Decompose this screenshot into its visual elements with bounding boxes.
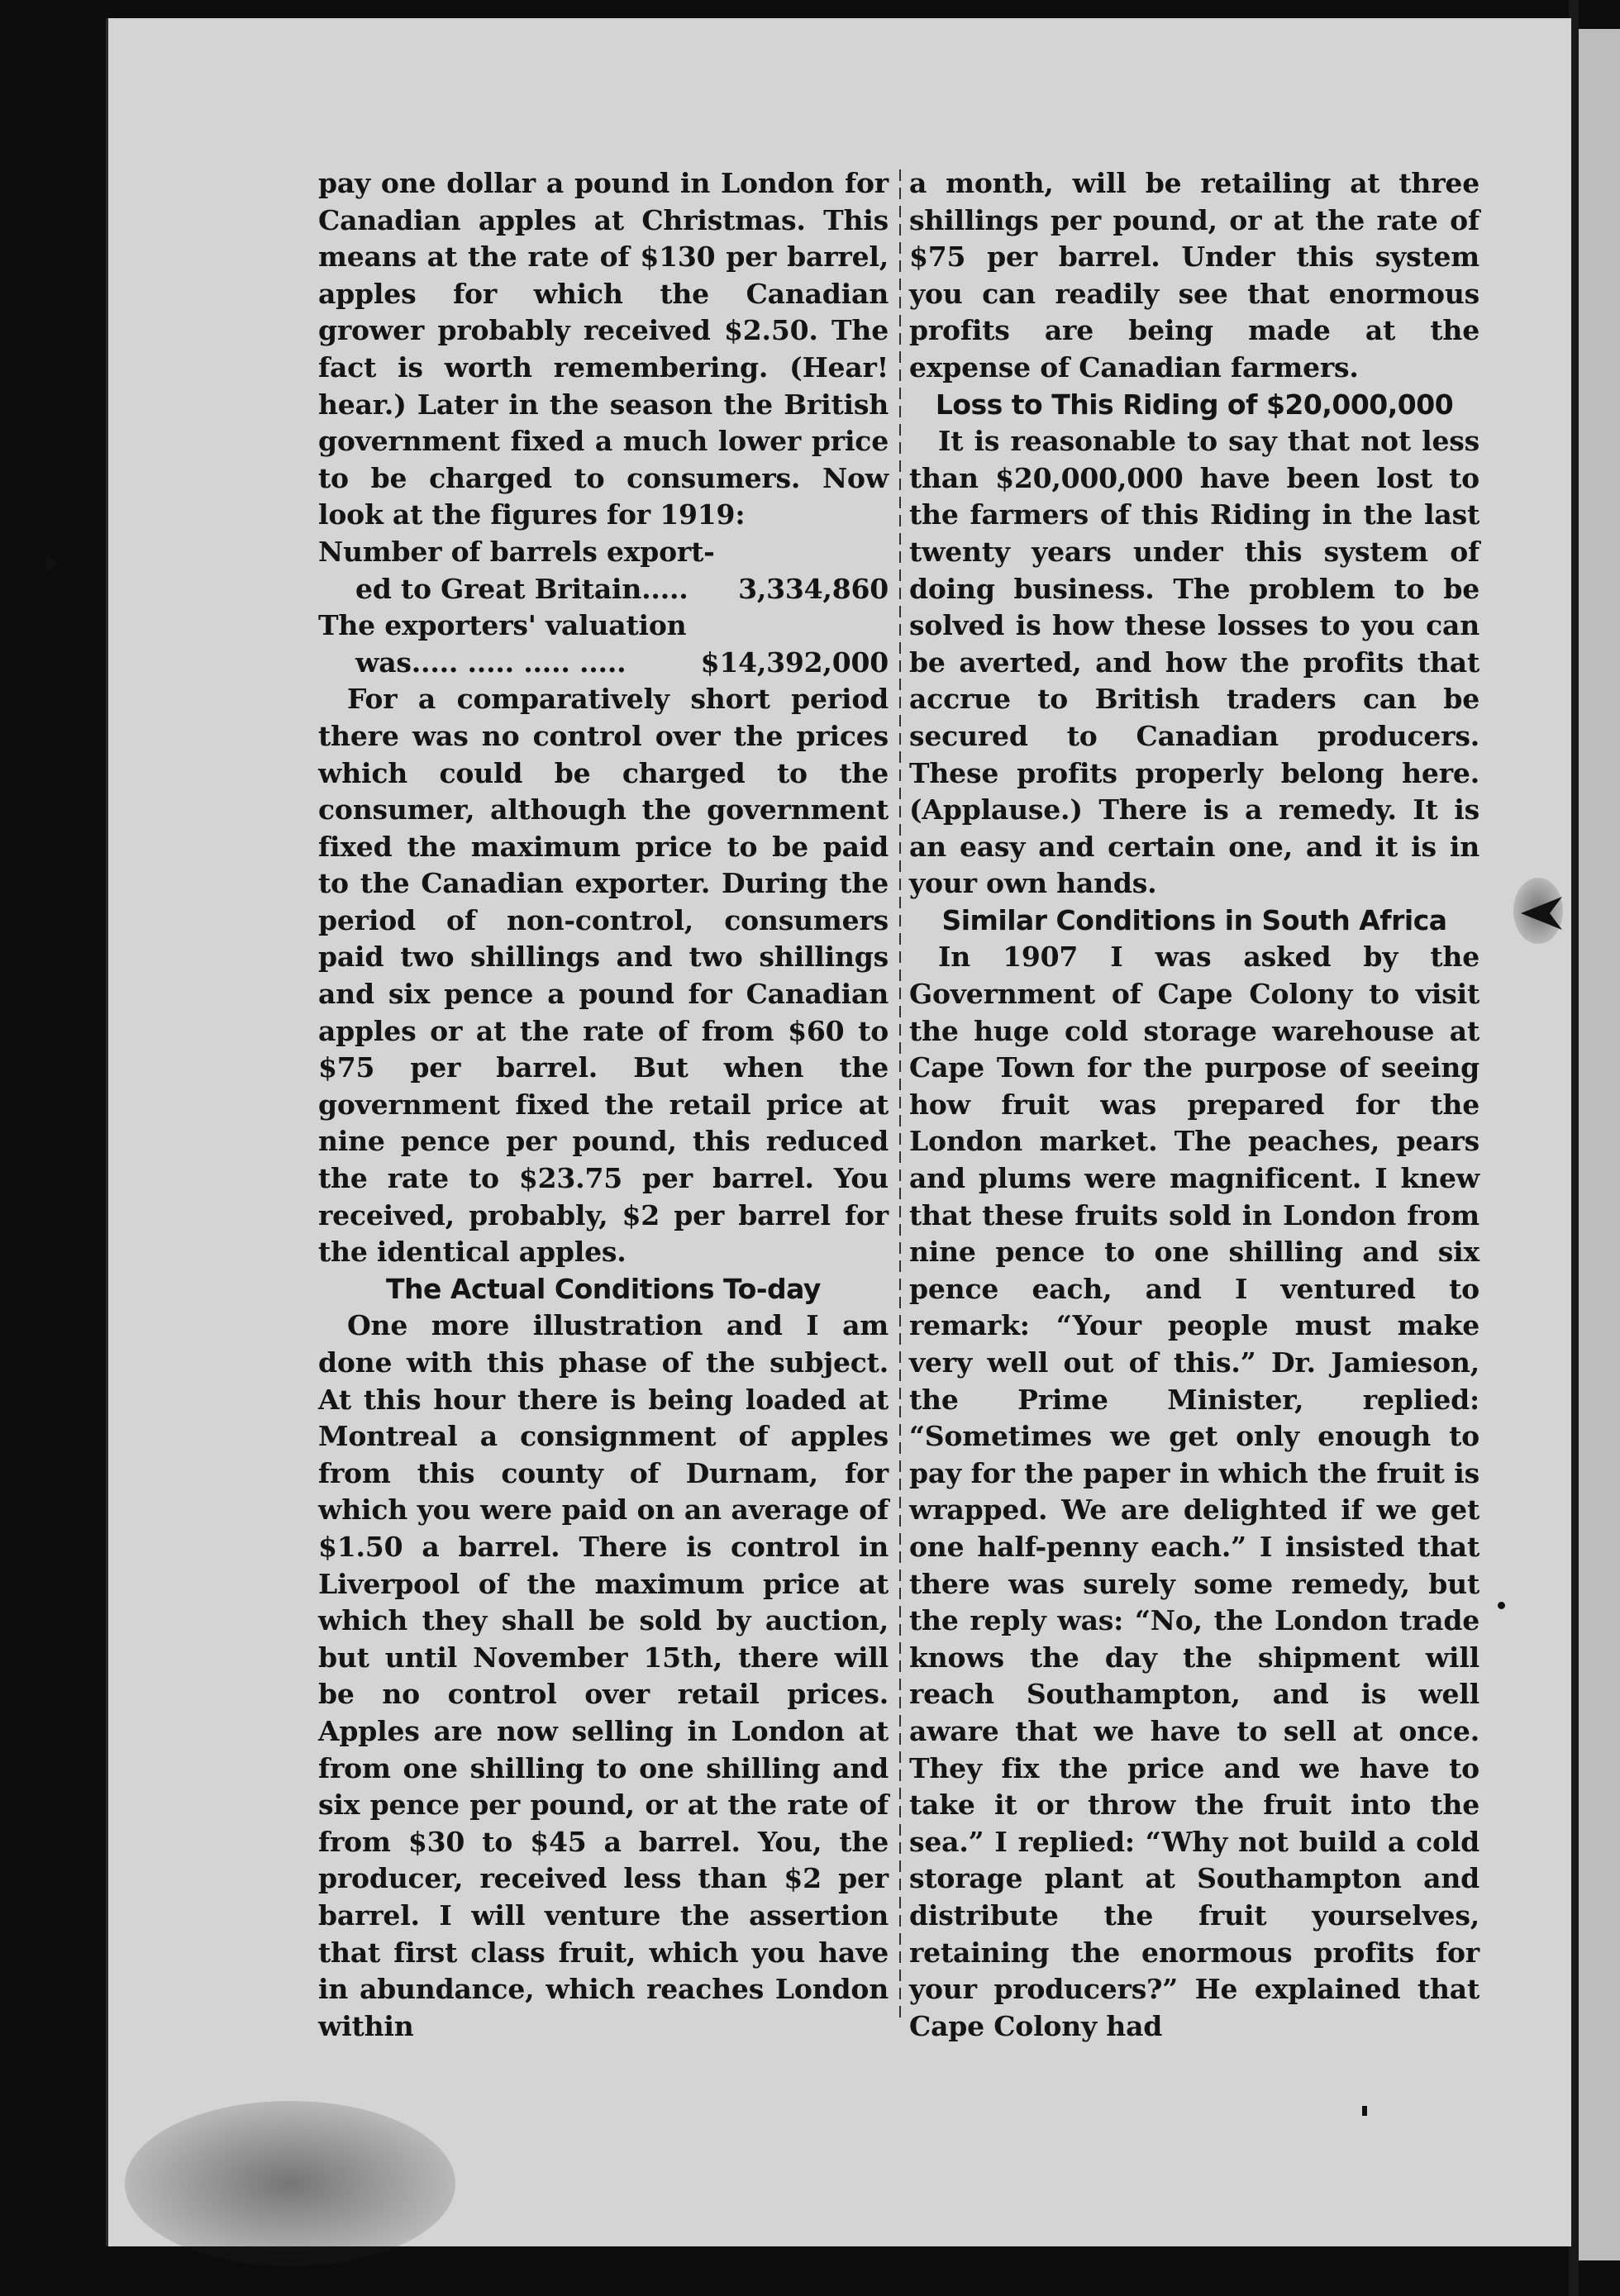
table-row <box>318 645 889 682</box>
table-row <box>318 607 889 645</box>
table-value: $14,392,000 <box>700 645 889 679</box>
left-column <box>318 165 889 2045</box>
section-heading: Loss to This Riding of $20,000,000 <box>935 388 1454 421</box>
paragraph: a month, will be retailing at three shillings per pound, or at the rate of $75 per barrel. Under this system you can readily see that enormous profits are being made at the expense of Canadian farmers. <box>909 167 1479 383</box>
paragraph: pay one dollar a pound in London for Canadian apples at Christmas. This means at the rate of $130 per barrel, apples for which the Canadian grower probably received $2.50. The fact is worth remembering. (Hear! hear.) Later in the season the British government fixed a much lower price to be charged to consumers. Now look at the figures for 1919: <box>318 167 889 531</box>
page-stain <box>125 2101 455 2266</box>
paragraph: In 1907 I was asked by the Government of Cape Colony to visit the huge cold storage warehouse at Cape Town for the purpose of seeing how fruit was prepared for the London market. The peaches, pears and plums were magnificent. I knew that these fruits sold in London from nine pence to one shilling and six pence each, and I ventured to remark: “Your people must make very well out of this.” Dr. Jamieson, the Prime Minister, replied: “Sometimes we get only enough to pay for the paper in which the fruit is wrapped. We are delighted if we get one half-penny each.” I insisted that there was surely some remedy, but the reply was: “No, the London trade knows the day the shipment will reach Southampton, and is well aware that we have to sell at once. They fix the price and we have to take it or throw the fruit into the sea.” I replied: “Why not build a cold storage plant at Southampton and distribute the fruit yourselves, retaining the enormous profits for your producers?” He explained that Cape Colony had <box>909 941 1479 2042</box>
table-label: The exporters' valuation <box>318 609 687 642</box>
paragraph: One more illustration and I am done with this phase of the subject. At this hour there is being loaded at Montreal a consignment of apples from this county of Durnam, for which you were paid on an average of $1.50 a barrel. There is control in Liverpool of the maximum price at which they shall be sold by auction, but until November 15th, there will be no control over retail prices. Apples are now selling in London at from one shilling to one shilling and six pence per pound, or at the rate of from $30 to $45 a barrel. You, the producer, received less than $2 per barrel. I will venture the assertion that first class fruit, which you have in abundance, which reaches London within <box>318 1309 889 2042</box>
right-column <box>909 165 1479 2045</box>
table-row <box>318 534 889 571</box>
section-heading: The Actual Conditions To-day <box>386 1272 821 1305</box>
paragraph: For a comparatively short period there was no control over the prices which could be charged to the consumer, although the government fixed the maximum price to be paid to the Canadian exporter. During the period of non-control, consumers paid two shillings and two shillings and six pence a pound for Canadian apples or at the rate of from $60 to $75 per barrel. But when the government fixed the retail price at nine pence per pound, this reduced the rate to $23.75 per barrel. You received, probably, $2 per barrel for the identical apples. <box>318 683 889 1269</box>
scan-speck <box>1498 1602 1505 1609</box>
adjacent-page-edge <box>1575 29 1620 2260</box>
table-label: was..... ..... ..... ..... <box>355 645 627 679</box>
table-row <box>318 571 889 608</box>
table-value: 3,334,860 <box>738 572 889 605</box>
scan-speck <box>46 554 58 572</box>
figures-table <box>318 534 889 681</box>
column-divider <box>899 169 901 2021</box>
scan-speck <box>1362 2106 1367 2116</box>
table-label: Number of barrels export- <box>318 535 715 568</box>
table-label: ed to Great Britain..... <box>355 572 688 605</box>
section-heading: Similar Conditions in South Africa <box>941 903 1447 936</box>
paragraph: It is reasonable to say that not less than $20,000,000 have been lost to the farmers of this Riding in the last twenty years under this system of doing business. The problem to be solved is how these losses to you can be averted, and how the profits that accrue to British traders can be secured to Canadian producers. These profits properly belong here. (Applause.) There is a remedy. It is an easy and certain one, and it is in your own hands. <box>909 425 1479 900</box>
